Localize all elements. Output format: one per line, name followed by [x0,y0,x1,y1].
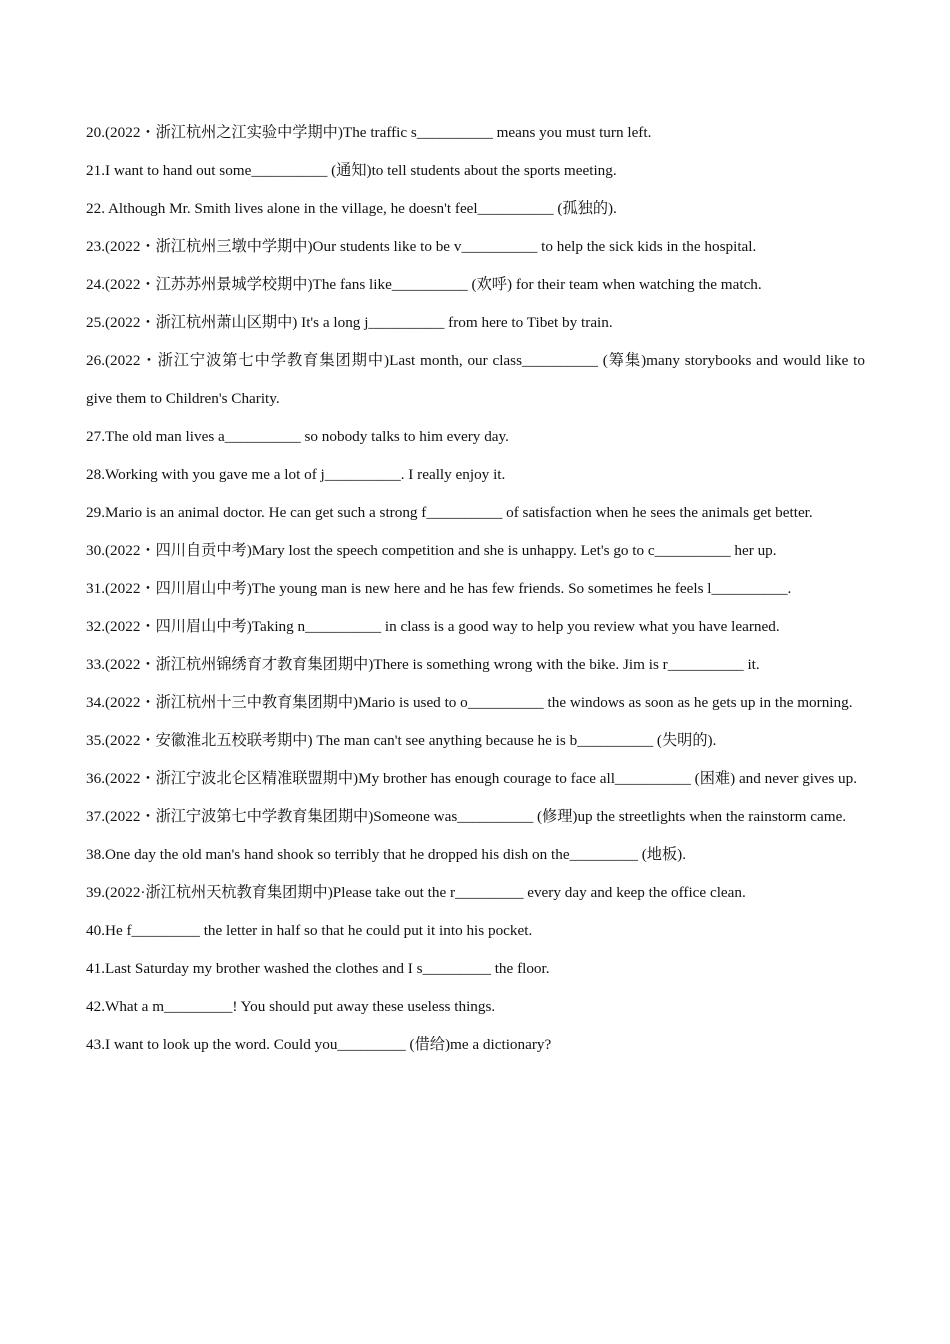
question-31: 31.(2022・四川眉山中考)The young man is new here and he has few friends. So sometimes he feels l__________. [86,580,792,597]
question-43: 43.I want to look up the word. Could you_________ (借给)me a dictionary? [86,1036,552,1053]
question-42: 42.What a m_________! You should put away these useless things. [86,998,496,1015]
question-35: 35.(2022・安徽淮北五校联考期中) The man can't see anything because he is b__________ (失明的). [86,732,717,749]
question-36: 36.(2022・浙江宁波北仑区精准联盟期中)My brother has enough courage to face all__________ (困难) and never gives up. [86,770,858,787]
question-33: 33.(2022・浙江杭州锦绣育才教育集团期中)There is something wrong with the bike. Jim is r__________ it. [86,656,760,673]
question-22: 22. Although Mr. Smith lives alone in the village, he doesn't feel__________ (孤独的). [86,200,617,217]
question-25: 25.(2022・浙江杭州萧山区期中) It's a long j__________ from here to Tibet by train. [86,314,613,331]
question-37: 37.(2022・浙江宁波第七中学教育集团期中)Someone was__________ (修理)up the streetlights when the rainstorm came. [86,808,847,825]
worksheet-page [86,114,865,1064]
question-32: 32.(2022・四川眉山中考)Taking n__________ in class is a good way to help you review what you have learned. [86,618,780,635]
question-28: 28.Working with you gave me a lot of j__________. I really enjoy it. [86,466,506,483]
question-30: 30.(2022・四川自贡中考)Mary lost the speech competition and she is unhappy. Let's go to c__________ her up. [86,542,777,559]
question-26: 26.(2022・浙江宁波第七中学教育集团期中)Last month, our class__________ (筹集)many storybooks and would like to give them to Children's Charity. [86,352,865,407]
question-39: 39.(2022·浙江杭州天杭教育集团期中)Please take out the r_________ every day and keep the office clean. [86,884,746,901]
question-38: 38.One day the old man's hand shook so terribly that he dropped his dish on the_________ (地板). [86,846,687,863]
question-23: 23.(2022・浙江杭州三墩中学期中)Our students like to be v__________ to help the sick kids in the hospital. [86,238,757,255]
question-24: 24.(2022・江苏苏州景城学校期中)The fans like__________ (欢呼) for their team when watching the match. [86,276,762,293]
question-34: 34.(2022・浙江杭州十三中教育集团期中)Mario is used to o__________ the windows as soon as he gets up in the morning. [86,694,853,711]
question-41: 41.Last Saturday my brother washed the clothes and I s_________ the floor. [86,960,550,977]
question-40: 40.He f_________ the letter in half so that he could put it into his pocket. [86,922,533,939]
question-29: 29.Mario is an animal doctor. He can get such a strong f__________ of satisfaction when he sees the animals get better. [86,504,813,521]
question-27: 27.The old man lives a__________ so nobody talks to him every day. [86,428,509,445]
question-21: 21.I want to hand out some__________ (通知)to tell students about the sports meeting. [86,162,617,179]
question-20: 20.(2022・浙江杭州之江实验中学期中)The traffic s__________ means you must turn left. [86,124,652,141]
